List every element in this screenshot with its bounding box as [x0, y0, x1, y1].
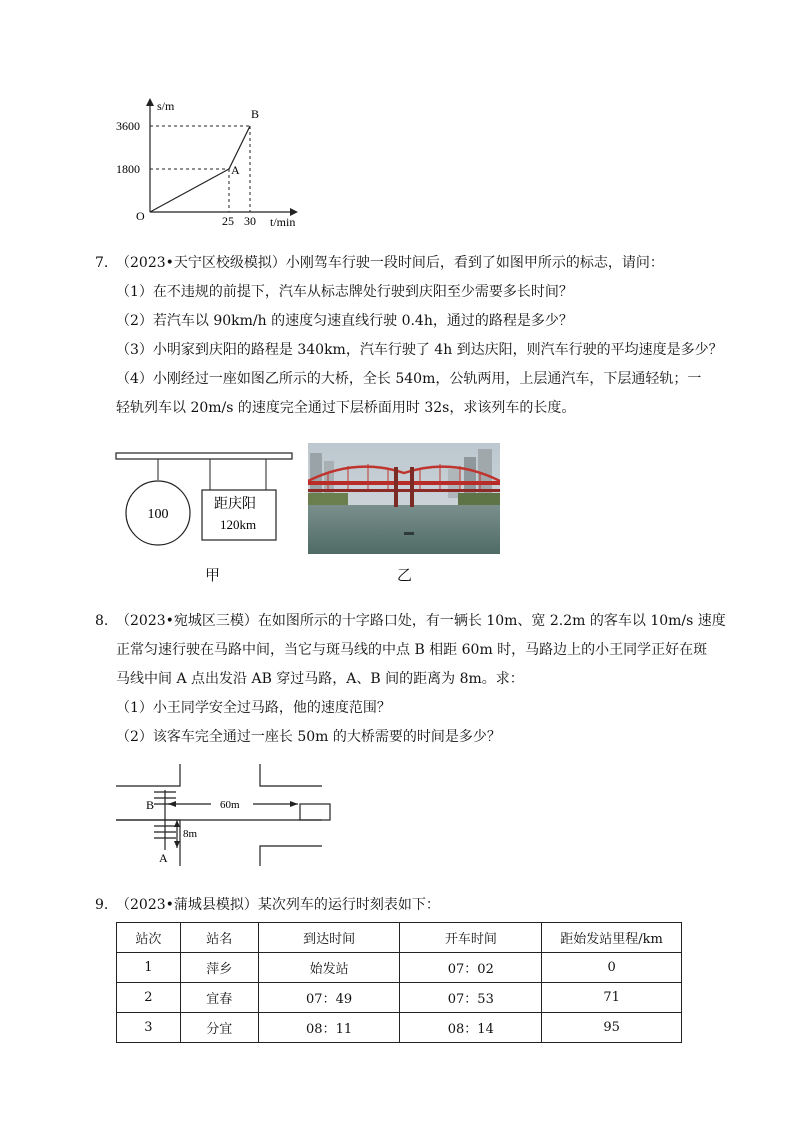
road-edge-bottom-left — [116, 820, 180, 866]
distance-sign-km: 120km — [220, 517, 257, 532]
cell: 萍乡 — [180, 953, 258, 983]
q8-line-4: （1）小王同学安全过马路，他的速度范围？ — [116, 700, 391, 716]
road-edge-top-left — [116, 764, 180, 786]
q7-line-1: （2023•天宁区校级模拟）小刚驾车行驶一段时间后，看到了如图甲所示的标志，请问： — [116, 255, 664, 271]
q7-line-5: （4）小刚经过一座如图乙所示的大桥，全长 540m，公轨两用，上层通汽车，下层通轻轨；一 — [116, 371, 702, 387]
road-edge-bottom-right — [260, 846, 322, 866]
q8-line-2: 正常匀速行驶在马路中间，当它与斑马线的中点 B 相距 60m 时，马路边上的小王同学正好在斑 — [116, 642, 708, 658]
segment-oa — [150, 169, 229, 212]
road-edge-top-right — [260, 764, 322, 786]
x-tick-25: 25 — [222, 214, 234, 228]
cell: 宜春 — [180, 983, 258, 1013]
cell: 08：11 — [258, 1013, 400, 1043]
header-station-no: 站次 — [117, 923, 181, 953]
table-header-row — [117, 923, 682, 953]
cell: 07：02 — [400, 953, 542, 983]
q9-number: 9. — [95, 897, 109, 913]
q9-intro: （2023•蒲城县模拟）某次列车的运行时刻表如下： — [116, 897, 440, 913]
q8-line-3: 马线中间 A 点出发沿 AB 穿过马路，A、B 间的距离为 8m。求： — [116, 671, 524, 687]
y-tick-3600: 3600 — [116, 119, 140, 133]
st-graph — [110, 96, 310, 230]
x-tick-30: 30 — [244, 214, 256, 228]
distance-sign-dest: 距庆阳 — [214, 497, 256, 512]
header-departure: 开车时间 — [400, 923, 542, 953]
header-station-name: 站名 — [180, 923, 258, 953]
cell: 08：14 — [400, 1013, 542, 1043]
cell: 07：49 — [258, 983, 400, 1013]
q7-line-4: （3）小明家到庆阳的路程是 340km，汽车行驶了 4h 到达庆阳，则汽车行驶的平均速度是多少？ — [116, 342, 723, 358]
table-row — [117, 1013, 682, 1043]
header-arrival: 到达时间 — [258, 923, 400, 953]
q7-number: 7. — [95, 255, 109, 271]
q8-line-1: （2023•宛城区三模）在如图所示的十字路口处，有一辆长 10m、宽 2.2m 的客车以 10m/s 速度 — [116, 613, 726, 629]
cell: 95 — [542, 1013, 682, 1043]
y-axis-label: s/m — [157, 99, 175, 113]
caption-yi: 乙 — [397, 566, 413, 584]
point-b-label: B — [251, 107, 260, 121]
crossroad-diagram — [116, 762, 336, 868]
y-axis-arrow — [146, 98, 154, 106]
q7-line-6: 轻轨列车以 20m/s 的速度完全通过下层桥面用时 32s，求该列车的长度。 — [116, 400, 576, 416]
header-distance: 距始发站里程/km — [542, 923, 682, 953]
origin-label: O — [136, 209, 145, 223]
caption-jia: 甲 — [205, 566, 221, 584]
q7-line-2: （1）在不违规的前提下，汽车从标志牌处行驶到庆阳至少需要多长时间？ — [116, 284, 573, 300]
sign-diagram — [114, 450, 296, 554]
cell: 1 — [117, 953, 181, 983]
cell: 0 — [542, 953, 682, 983]
cell: 71 — [542, 983, 682, 1013]
bridge-photo — [308, 443, 500, 554]
bus — [300, 804, 330, 820]
speed-limit-value: 100 — [147, 507, 169, 522]
x-axis-label: t/min — [270, 215, 296, 229]
label-b: B — [146, 798, 155, 812]
y-tick-1800: 1800 — [116, 162, 140, 176]
table-row — [117, 953, 682, 983]
q7-line-3: （2）若汽车以 90km/h 的速度匀速直线行驶 0.4h，通过的路程是多少？ — [116, 313, 573, 329]
train-timetable — [116, 922, 682, 1043]
q8-line-5: （2）该客车完全通过一座长 50m 的大桥需要的时间是多少？ — [116, 729, 501, 745]
cell: 07：53 — [400, 983, 542, 1013]
sign-bar — [116, 453, 292, 459]
table-row — [117, 983, 682, 1013]
label-60m: 60m — [220, 799, 240, 811]
cell: 始发站 — [258, 953, 400, 983]
cell: 分宜 — [180, 1013, 258, 1043]
cell: 3 — [117, 1013, 181, 1043]
point-a-label: A — [231, 163, 240, 177]
label-a: A — [159, 851, 168, 865]
cell: 2 — [117, 983, 181, 1013]
q8-number: 8. — [95, 613, 109, 629]
label-8m: 8m — [183, 828, 198, 840]
